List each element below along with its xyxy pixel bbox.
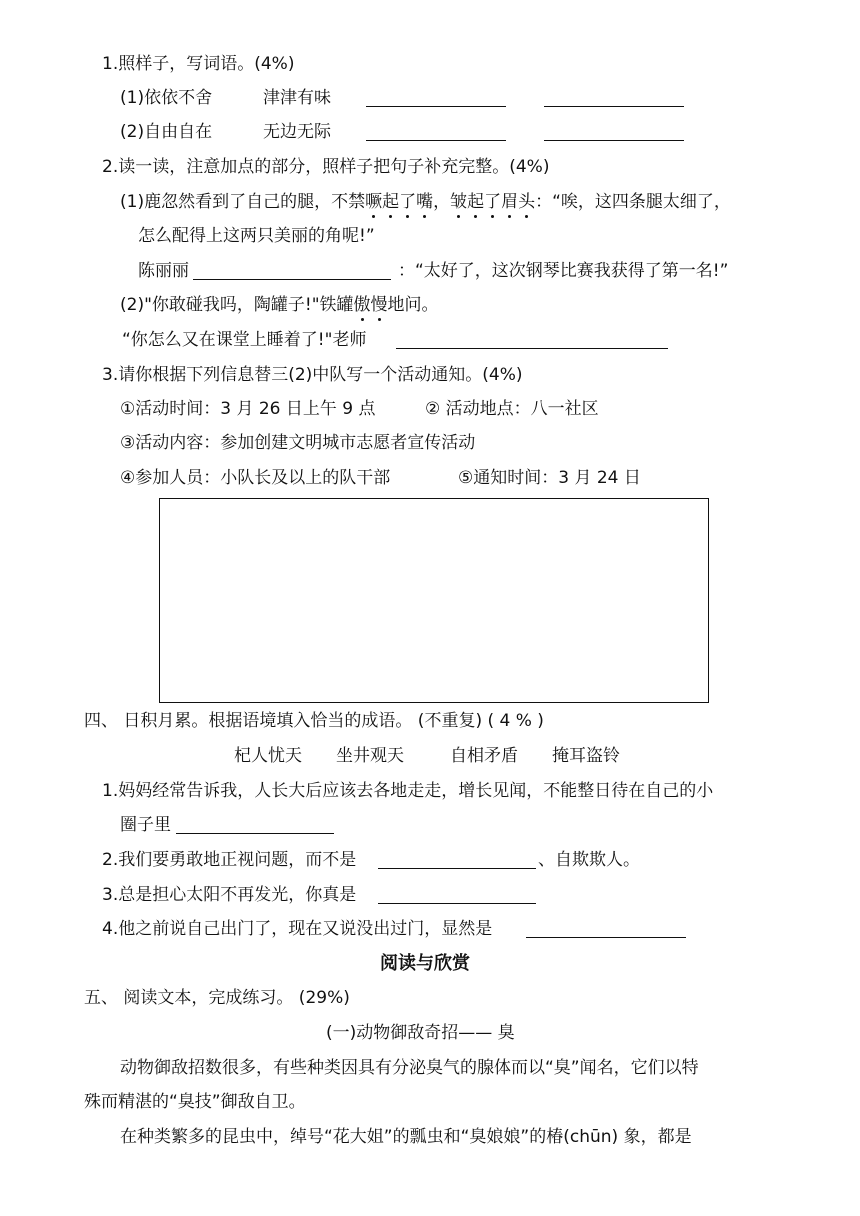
q3-answer-box[interactable]	[159, 498, 709, 703]
q2-s1-text-b: ，	[433, 192, 451, 212]
emphasis-char: 慢	[370, 295, 388, 315]
q2-s1-dotted-1	[365, 192, 433, 212]
sec4-idiom-2: 坐井观天	[336, 746, 404, 766]
q1-row2-label: (2)自由自在	[120, 122, 213, 142]
sec4-q3-text: 3.总是担心太阳不再发光，你真是	[102, 885, 357, 905]
q2-s2-text-b: 地问。	[387, 295, 439, 315]
emphasis-char: 嘴	[416, 192, 434, 212]
q2-s2-text-a: (2)"你敢碰我吗，陶罐子!"铁罐	[120, 295, 354, 315]
sec4-q4-blank[interactable]	[526, 917, 686, 938]
passage-p1-line1: 动物御敌招数很多，有些种类因具有分泌臭气的腺体而以“臭”闻名，它们以特	[120, 1058, 699, 1078]
sec4-q1-line2: 圈子里	[120, 815, 171, 835]
section-heading: 阅读与欣赏	[380, 953, 470, 974]
passage-p2-line1: 在种类繁多的昆虫中，绰号“花大姐”的瓢虫和“臭娘娘”的椿(chūn) 象，都是	[120, 1127, 692, 1147]
passage-title: (一)动物御敌奇招—— 臭	[326, 1023, 515, 1043]
q1-row1-blank-1[interactable]	[366, 86, 506, 107]
emphasis-char: 眉	[501, 192, 519, 212]
q2-sentence1-line2: 怎么配得上这两只美丽的角呢!”	[138, 226, 375, 246]
q1-row1-blank-2[interactable]	[544, 86, 684, 107]
emphasis-char: 皱	[450, 192, 468, 212]
q2-s1-fill-suffix: ：“太好了，这次钢琴比赛我获得了第一名!”	[398, 261, 729, 281]
sec4-q2-text-a: 2.我们要勇敢地正视问题，而不是	[102, 850, 357, 870]
q1-row2-blank-1[interactable]	[366, 120, 506, 141]
emphasis-char: 傲	[353, 295, 371, 315]
q2-s1-text-c: ：“唉，这四条腿太细了，	[535, 192, 731, 212]
sec5-title: 五、 阅读文本，完成练习。 (29%)	[84, 988, 350, 1008]
sec4-q1-line1: 1.妈妈经常告诉我，人长大后应该去各地走走，增长见闻，不能整日待在自己的小	[102, 781, 714, 801]
q1-title: 1.照样子，写词语。(4%)	[102, 54, 295, 74]
q2-sentence2	[120, 293, 439, 317]
sec4-title: 四、 日积月累。根据语境填入恰当的成语。 (不重复) ( 4 % )	[84, 711, 544, 731]
emphasis-char: 头	[518, 192, 536, 212]
q1-row2-blank-2[interactable]	[544, 120, 684, 141]
q1-row1-label: (1)依依不舍	[120, 88, 213, 108]
emphasis-char: 了	[399, 192, 417, 212]
q3-title: 3.请你根据下列信息替三(2)中队写一个活动通知。(4%)	[102, 365, 523, 385]
q3-info-participants: ④参加人员：小队长及以上的队干部	[120, 468, 391, 488]
sec4-idiom-3: 自相矛盾	[450, 746, 518, 766]
emphasis-char: 起	[382, 192, 400, 212]
emphasis-char: 噘	[365, 192, 383, 212]
q2-s1-fill-prefix: 陈丽丽	[138, 261, 189, 281]
q2-s1-text-a: (1)鹿忽然看到了自己的腿，不禁	[120, 192, 366, 212]
sec4-q4-text: 4.他之前说自己出门了，现在又说没出过门，显然是	[102, 919, 493, 939]
q3-info-content: ③活动内容：参加创建文明城市志愿者宣传活动	[120, 433, 476, 453]
q2-sentence1-line1	[120, 190, 731, 214]
emphasis-char: 了	[484, 192, 502, 212]
sec4-q2-text-b: 、自欺欺人。	[538, 850, 640, 870]
sec4-idiom-1: 杞人忧天	[234, 746, 302, 766]
q2-s1-fill-blank[interactable]	[193, 259, 391, 280]
sec4-q3-blank[interactable]	[378, 883, 536, 904]
q1-row1-example: 津津有味	[263, 88, 331, 108]
sec4-idiom-4: 掩耳盗铃	[552, 746, 620, 766]
emphasis-char: 起	[467, 192, 485, 212]
q1-row2-example: 无边无际	[263, 122, 331, 142]
q2-s2-dotted	[354, 295, 388, 315]
sec4-q1-blank[interactable]	[176, 813, 334, 834]
q2-s2-fill-prefix: “你怎么又在课堂上睡着了!"老师	[122, 330, 367, 350]
q2-s2-fill-blank[interactable]	[396, 328, 668, 349]
q2-title: 2.读一读，注意加点的部分，照样子把句子补充完整。(4%)	[102, 157, 550, 177]
q2-s1-dotted-2	[450, 192, 535, 212]
sec4-q2-blank[interactable]	[378, 848, 536, 869]
q3-info-time: ①活动时间：3 月 26 日上午 9 点	[120, 399, 376, 419]
q3-info-place: ② 活动地点：八一社区	[425, 399, 599, 419]
passage-p1-line2: 殊而精湛的“臭技”御敌自卫。	[84, 1092, 306, 1112]
q3-info-notice-date: ⑤通知时间：3 月 24 日	[458, 468, 641, 488]
